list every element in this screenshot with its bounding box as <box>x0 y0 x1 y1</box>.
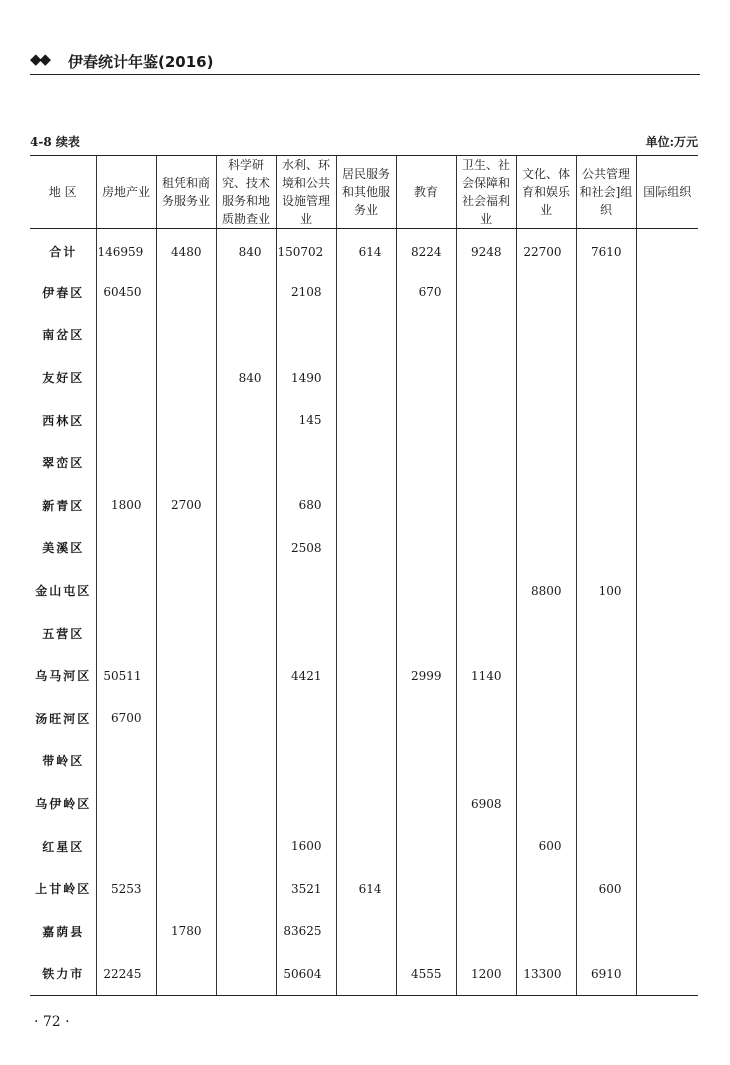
value-cell: 83625 <box>276 910 336 953</box>
value-cell <box>276 740 336 783</box>
value-cell: 1490 <box>276 356 336 399</box>
value-cell: 4555 <box>396 953 456 996</box>
value-cell <box>336 271 396 314</box>
value-cell <box>396 314 456 357</box>
value-cell <box>276 314 336 357</box>
value-cell <box>576 740 636 783</box>
region-cell: 美溪区 <box>30 527 96 570</box>
value-cell <box>456 441 516 484</box>
value-cell: 7610 <box>576 229 636 272</box>
column-header: 科学研究、技术服务和地质勘查业 <box>216 156 276 229</box>
value-cell <box>456 910 516 953</box>
value-cell <box>336 654 396 697</box>
value-cell <box>516 782 576 825</box>
value-cell <box>456 569 516 612</box>
value-cell <box>636 399 698 442</box>
value-cell <box>456 867 516 910</box>
value-cell <box>516 910 576 953</box>
value-cell <box>156 399 216 442</box>
value-cell: 50604 <box>276 953 336 996</box>
region-cell: 带岭区 <box>30 740 96 783</box>
value-cell: 840 <box>216 229 276 272</box>
value-cell <box>276 441 336 484</box>
value-cell <box>636 910 698 953</box>
value-cell <box>456 697 516 740</box>
value-cell: 100 <box>576 569 636 612</box>
table-row <box>30 229 698 272</box>
value-cell <box>636 356 698 399</box>
value-cell <box>576 782 636 825</box>
value-cell <box>636 867 698 910</box>
value-cell <box>96 314 156 357</box>
value-cell <box>156 782 216 825</box>
value-cell: 1140 <box>456 654 516 697</box>
region-cell: 上甘岭区 <box>30 867 96 910</box>
value-cell <box>216 399 276 442</box>
value-cell <box>156 740 216 783</box>
value-cell <box>336 569 396 612</box>
page-number: · 72 · <box>34 1014 70 1030</box>
value-cell <box>156 697 216 740</box>
value-cell <box>216 867 276 910</box>
value-cell <box>216 441 276 484</box>
value-cell <box>576 612 636 655</box>
value-cell: 2508 <box>276 527 336 570</box>
value-cell <box>96 782 156 825</box>
region-cell: 嘉荫县 <box>30 910 96 953</box>
table-row <box>30 484 698 527</box>
value-cell <box>396 484 456 527</box>
table-row <box>30 612 698 655</box>
value-cell <box>96 399 156 442</box>
value-cell <box>456 356 516 399</box>
value-cell <box>456 484 516 527</box>
value-cell <box>636 825 698 868</box>
table-row <box>30 910 698 953</box>
value-cell: 22700 <box>516 229 576 272</box>
value-cell <box>636 569 698 612</box>
column-header: 卫生、社会保障和社会福利业 <box>456 156 516 229</box>
value-cell <box>636 229 698 272</box>
value-cell <box>456 271 516 314</box>
value-cell: 2108 <box>276 271 336 314</box>
value-cell <box>216 697 276 740</box>
value-cell <box>156 612 216 655</box>
column-header: 租凭和商务服务业 <box>156 156 216 229</box>
value-cell <box>576 654 636 697</box>
value-cell <box>336 910 396 953</box>
table-row <box>30 697 698 740</box>
value-cell <box>396 740 456 783</box>
value-cell <box>396 527 456 570</box>
value-cell <box>156 867 216 910</box>
table-row <box>30 569 698 612</box>
value-cell <box>156 356 216 399</box>
value-cell <box>456 740 516 783</box>
value-cell: 150702 <box>276 229 336 272</box>
value-cell <box>516 271 576 314</box>
value-cell <box>336 825 396 868</box>
value-cell <box>396 782 456 825</box>
table-row <box>30 654 698 697</box>
table-row <box>30 527 698 570</box>
value-cell <box>576 697 636 740</box>
value-cell: 6908 <box>456 782 516 825</box>
value-cell <box>336 314 396 357</box>
value-cell <box>336 782 396 825</box>
value-cell <box>516 399 576 442</box>
value-cell <box>576 314 636 357</box>
value-cell: 614 <box>336 867 396 910</box>
region-cell: 乌马河区 <box>30 654 96 697</box>
value-cell: 50511 <box>96 654 156 697</box>
value-cell <box>336 953 396 996</box>
value-cell <box>396 612 456 655</box>
value-cell <box>636 697 698 740</box>
value-cell: 840 <box>216 356 276 399</box>
value-cell: 60450 <box>96 271 156 314</box>
value-cell: 2999 <box>396 654 456 697</box>
value-cell <box>336 356 396 399</box>
value-cell: 22245 <box>96 953 156 996</box>
value-cell <box>396 441 456 484</box>
value-cell: 6910 <box>576 953 636 996</box>
value-cell <box>156 825 216 868</box>
value-cell <box>396 697 456 740</box>
value-cell <box>576 441 636 484</box>
value-cell <box>576 484 636 527</box>
book-title: 伊春统计年鉴(2016) <box>68 53 214 71</box>
value-cell <box>636 740 698 783</box>
table-row <box>30 356 698 399</box>
value-cell <box>156 527 216 570</box>
value-cell: 2700 <box>156 484 216 527</box>
value-cell <box>216 612 276 655</box>
value-cell <box>156 314 216 357</box>
value-cell <box>396 910 456 953</box>
value-cell <box>576 825 636 868</box>
value-cell: 1200 <box>456 953 516 996</box>
value-cell <box>576 910 636 953</box>
value-cell <box>576 399 636 442</box>
value-cell <box>516 654 576 697</box>
value-cell <box>336 441 396 484</box>
value-cell <box>96 527 156 570</box>
value-cell <box>636 654 698 697</box>
column-header: 房地产业 <box>96 156 156 229</box>
region-cell: 五营区 <box>30 612 96 655</box>
value-cell: 600 <box>516 825 576 868</box>
value-cell <box>636 271 698 314</box>
value-cell: 4480 <box>156 229 216 272</box>
column-header: 水利、环境和公共设施管理业 <box>276 156 336 229</box>
column-header: 国际组织 <box>636 156 698 229</box>
value-cell <box>396 867 456 910</box>
value-cell <box>276 569 336 612</box>
value-cell <box>516 697 576 740</box>
value-cell <box>96 569 156 612</box>
value-cell <box>636 527 698 570</box>
value-cell <box>156 441 216 484</box>
region-cell: 翠峦区 <box>30 441 96 484</box>
table-row <box>30 314 698 357</box>
value-cell <box>516 740 576 783</box>
value-cell: 3521 <box>276 867 336 910</box>
table-row <box>30 399 698 442</box>
value-cell <box>276 782 336 825</box>
value-cell <box>156 654 216 697</box>
value-cell: 1600 <box>276 825 336 868</box>
table-row <box>30 825 698 868</box>
table-body <box>30 229 698 996</box>
value-cell <box>516 441 576 484</box>
value-cell <box>96 356 156 399</box>
region-cell: 铁力市 <box>30 953 96 996</box>
value-cell <box>576 356 636 399</box>
value-cell <box>456 399 516 442</box>
value-cell: 1780 <box>156 910 216 953</box>
value-cell <box>516 356 576 399</box>
table-row <box>30 740 698 783</box>
unit-label: 单位:万元 <box>645 135 698 149</box>
value-cell <box>336 527 396 570</box>
value-cell <box>336 484 396 527</box>
value-cell <box>156 953 216 996</box>
value-cell: 146959 <box>96 229 156 272</box>
diamond-bullets-icon: ◆◆ <box>30 50 50 68</box>
value-cell <box>396 399 456 442</box>
region-cell: 合计 <box>30 229 96 272</box>
value-cell <box>636 314 698 357</box>
value-cell: 9248 <box>456 229 516 272</box>
value-cell <box>396 569 456 612</box>
value-cell: 670 <box>396 271 456 314</box>
value-cell: 145 <box>276 399 336 442</box>
value-cell <box>636 441 698 484</box>
value-cell <box>276 697 336 740</box>
region-cell: 金山屯区 <box>30 569 96 612</box>
region-cell: 乌伊岭区 <box>30 782 96 825</box>
value-cell: 4421 <box>276 654 336 697</box>
value-cell <box>516 612 576 655</box>
value-cell <box>636 484 698 527</box>
value-cell: 600 <box>576 867 636 910</box>
value-cell <box>396 825 456 868</box>
table-number: 4-8 续表 <box>30 135 80 149</box>
region-cell: 红星区 <box>30 825 96 868</box>
value-cell <box>636 782 698 825</box>
region-cell: 西林区 <box>30 399 96 442</box>
value-cell <box>576 527 636 570</box>
value-cell <box>636 612 698 655</box>
value-cell <box>576 271 636 314</box>
statistics-table <box>30 155 698 996</box>
value-cell <box>456 314 516 357</box>
value-cell <box>456 825 516 868</box>
value-cell <box>216 271 276 314</box>
value-cell <box>216 740 276 783</box>
column-header: 地 区 <box>30 156 96 229</box>
value-cell <box>336 399 396 442</box>
value-cell <box>336 740 396 783</box>
value-cell <box>216 569 276 612</box>
value-cell <box>456 612 516 655</box>
table-row <box>30 953 698 996</box>
value-cell <box>516 867 576 910</box>
table-row <box>30 867 698 910</box>
running-header <box>30 50 700 75</box>
column-header: 公共管理和社会]组织 <box>576 156 636 229</box>
value-cell <box>216 654 276 697</box>
region-cell: 汤旺河区 <box>30 697 96 740</box>
value-cell <box>216 910 276 953</box>
value-cell: 1800 <box>96 484 156 527</box>
value-cell <box>396 356 456 399</box>
value-cell: 6700 <box>96 697 156 740</box>
value-cell: 13300 <box>516 953 576 996</box>
value-cell <box>96 825 156 868</box>
column-header: 居民服务和其他服务业 <box>336 156 396 229</box>
value-cell <box>516 527 576 570</box>
value-cell <box>516 314 576 357</box>
value-cell <box>216 527 276 570</box>
value-cell: 5253 <box>96 867 156 910</box>
value-cell <box>276 612 336 655</box>
value-cell <box>216 782 276 825</box>
table-row <box>30 782 698 825</box>
region-cell: 新青区 <box>30 484 96 527</box>
value-cell <box>336 612 396 655</box>
column-header: 文化、体育和娱乐业 <box>516 156 576 229</box>
value-cell <box>216 953 276 996</box>
value-cell <box>516 484 576 527</box>
column-header: 教育 <box>396 156 456 229</box>
table-header-row <box>30 156 698 229</box>
region-cell: 伊春区 <box>30 271 96 314</box>
table-row <box>30 441 698 484</box>
value-cell <box>156 271 216 314</box>
region-cell: 友好区 <box>30 356 96 399</box>
value-cell <box>96 441 156 484</box>
value-cell: 680 <box>276 484 336 527</box>
value-cell <box>636 953 698 996</box>
table-row <box>30 271 698 314</box>
value-cell <box>336 697 396 740</box>
region-cell: 南岔区 <box>30 314 96 357</box>
value-cell <box>156 569 216 612</box>
value-cell <box>216 314 276 357</box>
value-cell <box>456 527 516 570</box>
value-cell <box>96 612 156 655</box>
value-cell: 614 <box>336 229 396 272</box>
value-cell <box>96 910 156 953</box>
value-cell <box>216 825 276 868</box>
value-cell <box>216 484 276 527</box>
value-cell: 8800 <box>516 569 576 612</box>
value-cell: 8224 <box>396 229 456 272</box>
value-cell <box>96 740 156 783</box>
